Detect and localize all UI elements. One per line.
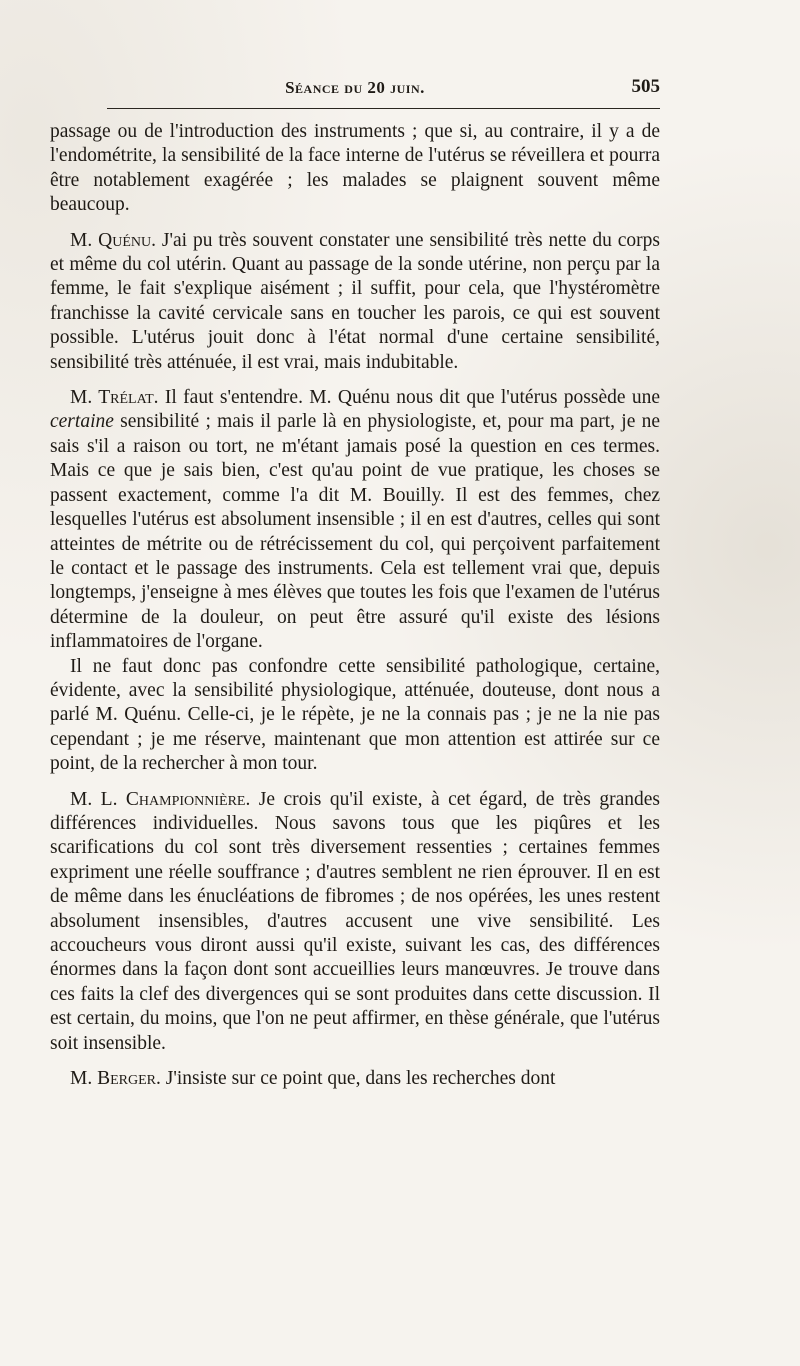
paragraph-championniere xyxy=(50,788,660,1056)
header-rule xyxy=(107,108,660,109)
paragraph-continuation xyxy=(50,120,660,218)
page-number: 505 xyxy=(631,76,660,97)
paragraph-text: J'ai pu très souvent constater une sensibilité très nette du corps et même du col utérin. Quant au passage de la sonde utérine, non perçu par la femme, le fait s'explique aisément ; il suffit, pour cela, que l'hystéromètre franchisse la cavité cervicale sans en toucher les parois, ce qui est souvent possible. L'utérus jouit donc à l'état normal d'une certaine sensibilité, sensibilité très atténuée, il est vrai, mais indubitable. xyxy=(50,229,660,373)
speaker-name: M. Quénu. xyxy=(70,229,156,251)
page-header xyxy=(50,76,660,100)
speaker-name: M. Berger. xyxy=(70,1068,161,1090)
paragraph-text: Il faut s'entendre. M. Quénu nous dit que l'utérus possède une xyxy=(164,387,661,409)
italic-word: certaine xyxy=(50,411,114,433)
paragraph-text: Je crois qu'il existe, à cet égard, de très grandes différences individuelles. Nous savons tous que les piqûres et les scarifications du col sont très diversement ressenties ; certaines femmes expriment une réelle souffrance ; d'autres semblent ne rien éprouver. Il en est de même dans les énucléations de fibromes ; de nos opérées, les unes restent absolument insensibles, d'autres accusent une vive sensibilité. Les accoucheurs vous diront aussi qu'il existe, suivant les cas, des différences énormes dans la façon dont sont accueillies leurs manœuvres. Je trouve dans ces faits la clef des divergences qui se sont produites dans cette discussion. Il est certain, du moins, que l'on ne peut affirmer, en thèse générale, que l'utérus soit insensible. xyxy=(50,788,660,1054)
body-text xyxy=(50,120,660,1091)
paragraph-text: J'insiste sur ce point que, dans les recherches dont xyxy=(165,1068,556,1090)
speaker-name: M. Trélat. xyxy=(70,387,159,409)
paragraph-text: Il ne faut donc pas confondre cette sensibilité pathologique, certaine, évidente, avec la sensibilité physiologique, atténuée, douteuse, dont nous a parlé M. Quénu. Celle-ci, je le répète, je ne la connais pas ; je ne la nie pas cependant ; je me réserve, maintenant que mon attention est attirée sur ce point, de la rechercher à mon tour. xyxy=(50,655,660,775)
paragraph-berger xyxy=(50,1067,660,1091)
paragraph-text: sensibilité ; mais il parle là en physiologiste, et, pour ma part, je ne sais s'il a raison ou tort, ne m'étant jamais posé la question en ces termes. Mais ce que je sais bien, c'est qu'au point de vue pratique, les choses se passent exactement, comme l'a dit M. Bouilly. Il est des femmes, chez lesquelles l'utérus est absolument insensible ; il en est d'autres, celles qui sont atteintes de métrite ou de rétrécissement du col, qui perçoivent parfaitement le contact et le passage des instruments. Cela est tellement vrai que, depuis longtemps, j'enseigne à mes élèves que toutes les fois que l'examen de l'utérus détermine de la douleur, on peut être assuré qu'il existe des lésions inflammatoires de l'organe. xyxy=(50,411,661,653)
speaker-name: M. L. Championnière. xyxy=(70,788,251,810)
running-title: Séance du 20 juin. xyxy=(285,78,425,97)
paragraph-quenu xyxy=(50,229,660,375)
paragraph-trelat xyxy=(50,386,660,654)
paragraph-trelat-continued xyxy=(50,655,660,777)
paragraph-text: passage ou de l'introduction des instruments ; que si, au contraire, il y a de l'endométrite, la sensibilité de la face interne de l'utérus se réveillera et pourra être notablement exagérée ; les malades se plaignent souvent même beaucoup. xyxy=(50,121,660,216)
